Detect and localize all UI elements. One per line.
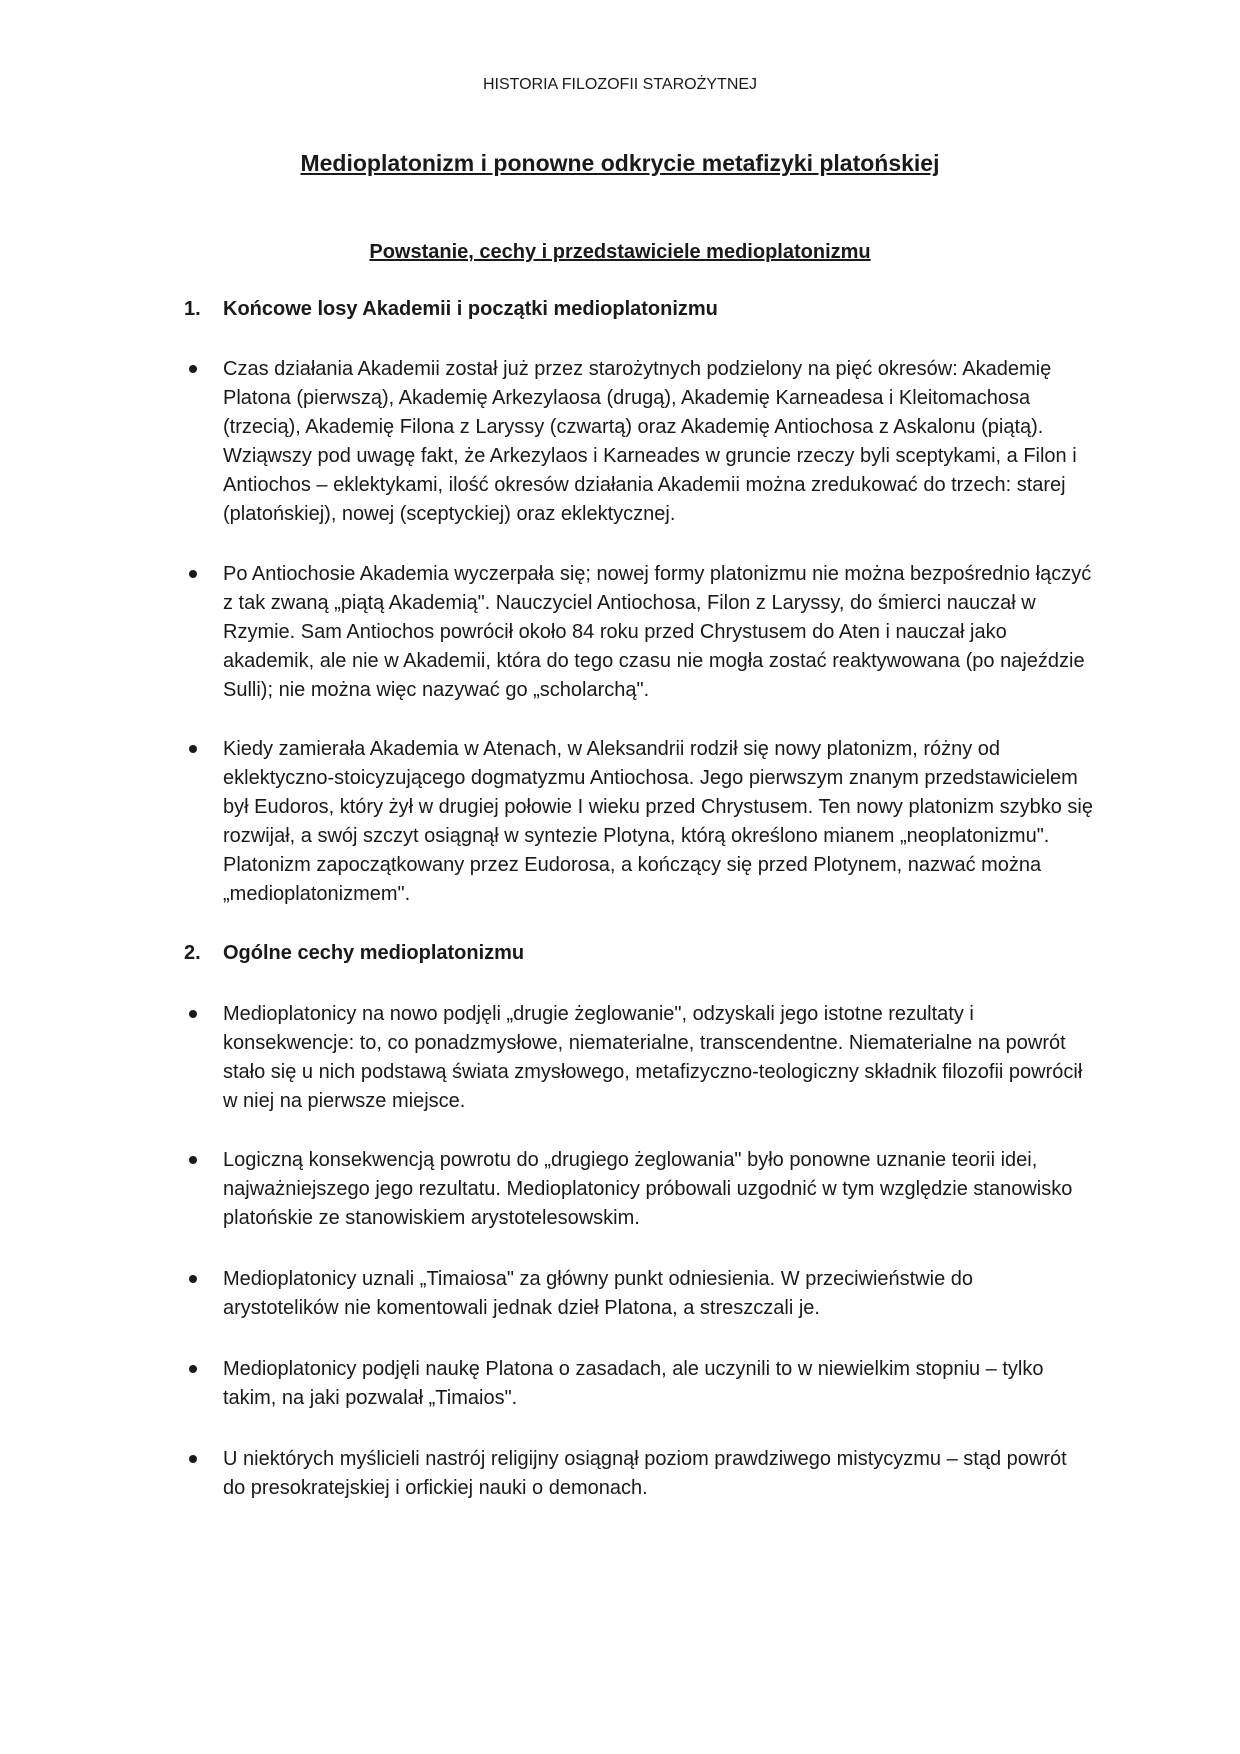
list-item — [184, 560, 1094, 705]
document-title: Medioplatonizm i ponowne odkrycie metafizyki platońskiej — [300, 150, 940, 176]
list-item — [184, 1146, 1094, 1233]
section-heading-1 — [184, 298, 718, 321]
bullet-icon — [189, 745, 197, 753]
document-subtitle: Powstanie, cechy i przedstawiciele medioplatonizmu — [369, 241, 871, 263]
bullet-icon — [189, 570, 197, 578]
list-item-text: Medioplatonicy na nowo podjęli „drugie żeglowanie", odzyskali jego istotne rezultaty i konsekwencje: to, co ponadzmysłowe, niematerialne, transcendentne. Niematerialne na powrót stało się u nich podstawą świata zmysłowego, metafizyczno-teologiczny składnik filozofii powrócił w niej na pierwsze miejsce. — [223, 1003, 1083, 1112]
list-item-text: Czas działania Akademii został już przez starożytnych podzielony na pięć okresów: Akademię Platona (pierwszą), Akademię Arkezylaosa (drugą), Akademię Karneadesa i Kleitomachosa (trzecią), Akademię Filona z Laryssy (czwartą) oraz Akademię Antiochosa z Askalonu (piątą). Wziąwszy pod uwagę fakt, że Arkezylaos i Karneades w gruncie rzeczy byli sceptykami, a Filon i Antiochos – eklektykami, ilość okresów działania Akademii można zredukować do trzech: starej (platońskiej), nowej (sceptyckiej) oraz eklektycznej. — [223, 358, 1077, 525]
section-heading-2 — [184, 942, 524, 965]
list-item-text: Kiedy zamierała Akademia w Atenach, w Aleksandrii rodził się nowy platonizm, różny od eklektyczno-stoicyzującego dogmatyzmu Antiochosa. Jego pierwszym znanym przedstawicielem był Eudoros, który żył w drugiej połowie I wieku przed Chrystusem. Ten nowy platonizm szybko się rozwijał, a swój szczyt osiągnął w syntezie Plotyna, którą określono mianem „neoplatonizmu". Platonizm zapoczątkowany przez Eudorosa, a kończący się przed Plotynem, nazwać można „medioplatonizmem". — [223, 738, 1093, 905]
section-number: 2. — [184, 942, 201, 964]
list-item — [184, 1445, 1094, 1503]
list-item-text: Medioplatonicy podjęli naukę Platona o zasadach, ale uczynili to w niewielkim stopniu – tylko takim, na jaki pozwalał „Timaios". — [223, 1358, 1044, 1409]
list-item-text: Logiczną konsekwencją powrotu do „drugiego żeglowania" było ponowne uznanie teorii idei, najważniejszego jego rezultatu. Medioplatonicy próbowali uzgodnić w tym względzie stanowisko platońskie ze stanowiskiem arystotelesowskim. — [223, 1149, 1073, 1229]
section-heading-text: Końcowe losy Akademii i początki medioplatonizmu — [223, 298, 718, 320]
running-header: HISTORIA FILOZOFII STAROŻYTNEJ — [482, 76, 758, 93]
list-item — [184, 735, 1094, 909]
bullet-icon — [189, 1275, 197, 1283]
list-item-text: U niektórych myślicieli nastrój religijny osiągnął poziom prawdziwego mistycyzmu – stąd powrót do presokratejskiej i orfickiej nauki o demonach. — [223, 1448, 1067, 1499]
list-item — [184, 1355, 1094, 1413]
list-item-text: Po Antiochosie Akademia wyczerpała się; nowej formy platonizmu nie można bezpośrednio łączyć z tak zwaną „piątą Akademią". Nauczyciel Antiochosa, Filon z Laryssy, do śmierci nauczał w Rzymie. Sam Antiochos powrócił około 84 roku przed Chrystusem do Aten i nauczał jako akademik, ale nie w Akademii, która do tego czasu nie mogła zostać reaktywowana (po najeździe Sulli); nie można więc nazywać go „scholarchą". — [223, 563, 1092, 701]
bullet-icon — [189, 1455, 197, 1463]
section-number: 1. — [184, 298, 201, 320]
list-item — [184, 1000, 1094, 1116]
list-item — [184, 1265, 1094, 1323]
list-item — [184, 355, 1094, 529]
bullet-icon — [189, 365, 197, 373]
bullet-icon — [189, 1010, 197, 1018]
section-heading-text: Ogólne cechy medioplatonizmu — [223, 942, 525, 964]
bullet-icon — [189, 1365, 197, 1373]
list-item-text: Medioplatonicy uznali „Timaiosa" za główny punkt odniesienia. W przeciwieństwie do arystotelików nie komentowali jednak dzieł Platona, a streszczali je. — [223, 1268, 974, 1319]
bullet-icon — [189, 1156, 197, 1164]
